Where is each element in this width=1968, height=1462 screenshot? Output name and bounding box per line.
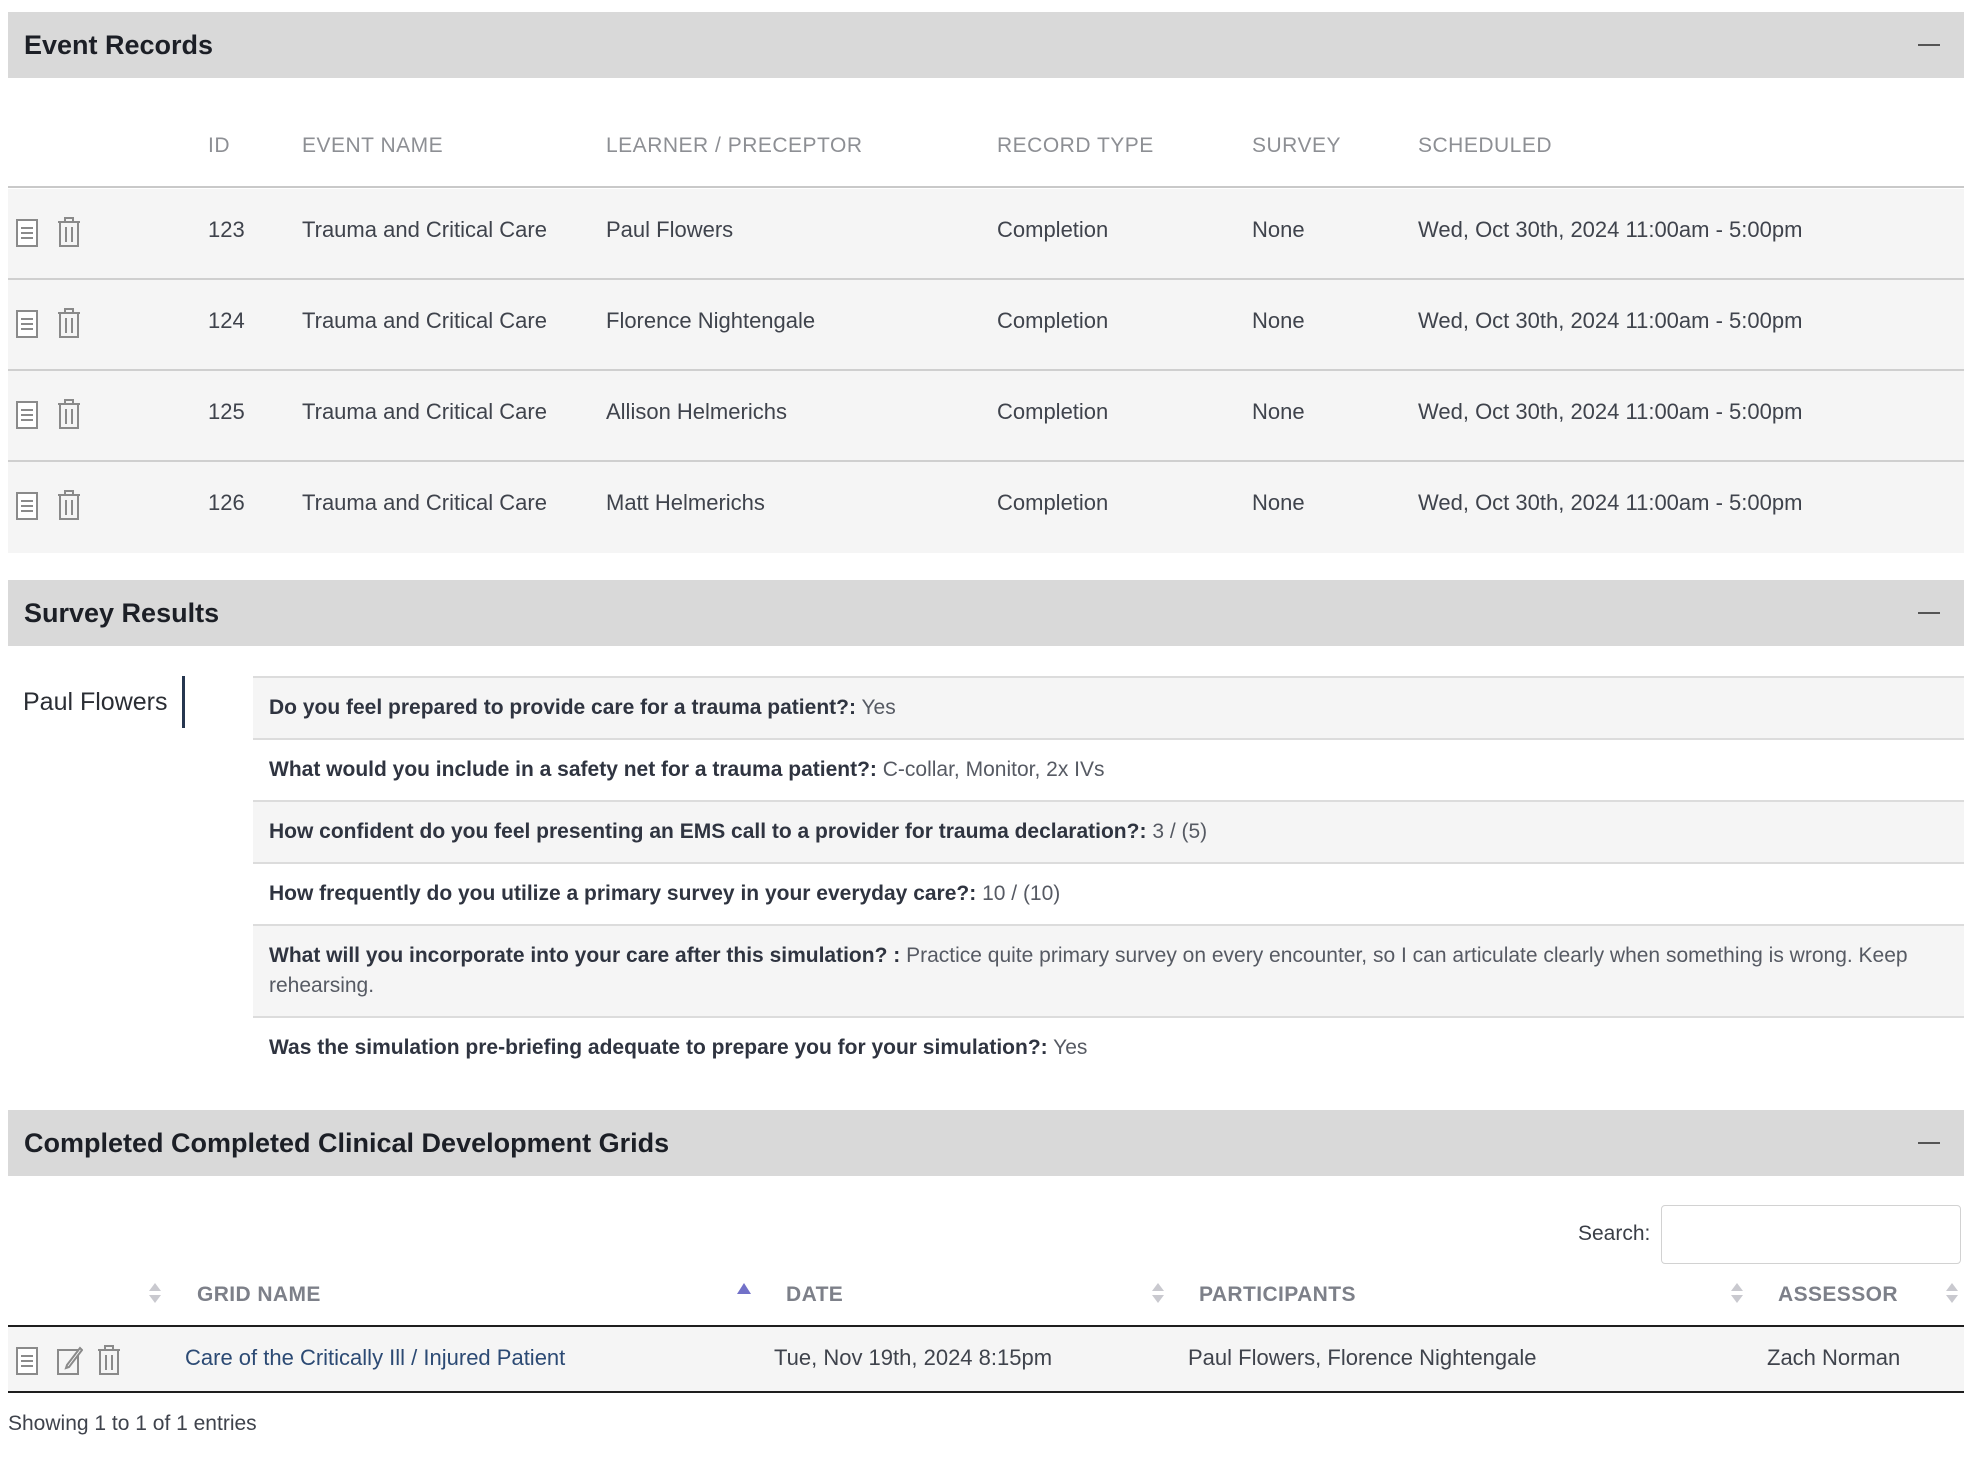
table-row [8, 280, 1964, 371]
survey-answer: Yes [1053, 1036, 1088, 1059]
edit-icon[interactable] [57, 1345, 83, 1375]
survey-answer: Yes [861, 696, 896, 719]
cell-record-type: Completion [997, 217, 1109, 242]
survey-question: Was the simulation pre-briefing adequate to prepare you for your simulation?: [269, 1036, 1048, 1059]
column-header-date[interactable]: DATE [786, 1283, 844, 1306]
cell-learner: Allison Helmerichs [606, 399, 787, 424]
sort-ascending-icon[interactable] [737, 1283, 751, 1294]
event-records-table-header [8, 130, 1964, 188]
column-header-id[interactable]: ID [208, 134, 230, 157]
table-row [8, 371, 1964, 462]
participant-tab[interactable]: Paul Flowers [23, 676, 185, 728]
trash-icon[interactable] [57, 217, 81, 247]
document-icon[interactable] [16, 1347, 38, 1375]
trash-icon[interactable] [57, 399, 81, 429]
table-row [8, 189, 1964, 280]
cell-date: Tue, Nov 19th, 2024 8:15pm [774, 1345, 1053, 1370]
survey-question: How frequently do you utilize a primary survey in your everyday care?: [269, 882, 977, 905]
cell-scheduled: Wed, Oct 30th, 2024 11:00am - 5:00pm [1418, 308, 1803, 333]
cell-id: 123 [208, 217, 245, 242]
trash-icon[interactable] [57, 490, 81, 520]
trash-icon[interactable] [57, 308, 81, 338]
survey-question: What would you include in a safety net for a trauma patient?: [269, 758, 877, 781]
survey-item [253, 1016, 1964, 1078]
cell-assessor: Zach Norman [1767, 1345, 1901, 1370]
cell-id: 125 [208, 399, 245, 424]
table-row [8, 1327, 1964, 1393]
cell-participants: Paul Flowers, Florence Nightengale [1188, 1345, 1537, 1370]
document-icon[interactable] [16, 492, 38, 520]
column-header-assessor[interactable]: ASSESSOR [1778, 1283, 1898, 1306]
cell-learner: Paul Flowers [606, 217, 734, 242]
document-icon[interactable] [16, 219, 38, 247]
column-header-event-name[interactable]: EVENT NAME [302, 134, 444, 157]
search-label: Search: [1578, 1222, 1651, 1245]
cell-event-name: Trauma and Critical Care [302, 217, 547, 242]
survey-question: What will you incorporate into your care after this simulation? : [269, 944, 901, 967]
collapse-button[interactable] [1918, 612, 1940, 614]
survey-answer: 10 / (10) [982, 882, 1061, 905]
cell-record-type: Completion [997, 490, 1109, 515]
cell-scheduled: Wed, Oct 30th, 2024 11:00am - 5:00pm [1418, 217, 1803, 242]
cell-survey: None [1252, 217, 1305, 242]
survey-item [253, 800, 1964, 862]
grids-header [8, 1110, 1964, 1176]
cell-event-name: Trauma and Critical Care [302, 399, 547, 424]
sort-icon[interactable] [149, 1281, 161, 1307]
column-header-record-type[interactable]: RECORD TYPE [997, 134, 1154, 157]
collapse-button[interactable] [1918, 1142, 1940, 1144]
cell-survey: None [1252, 399, 1305, 424]
search-input[interactable] [1661, 1205, 1961, 1264]
survey-question: How confident do you feel presenting an EMS call to a provider for trauma declaration?: [269, 820, 1147, 843]
survey-item [253, 862, 1964, 924]
survey-item [253, 924, 1964, 1016]
column-header-learner[interactable]: LEARNER / PRECEPTOR [606, 134, 863, 157]
cell-scheduled: Wed, Oct 30th, 2024 11:00am - 5:00pm [1418, 490, 1803, 515]
section-title: Survey Results [24, 597, 220, 628]
sort-icon[interactable] [1946, 1281, 1958, 1307]
document-icon[interactable] [16, 310, 38, 338]
cell-record-type: Completion [997, 308, 1109, 333]
column-header-participants[interactable]: PARTICIPANTS [1199, 1283, 1356, 1306]
cell-learner: Florence Nightengale [606, 308, 816, 333]
cell-survey: None [1252, 308, 1305, 333]
trash-icon[interactable] [97, 1345, 121, 1375]
grid-name-link[interactable]: Care of the Critically Ill / Injured Patient [185, 1345, 566, 1370]
document-icon[interactable] [16, 401, 38, 429]
survey-item [253, 676, 1964, 738]
sort-icon[interactable] [1731, 1281, 1743, 1307]
column-header-grid-name[interactable]: GRID NAME [197, 1283, 321, 1306]
cell-id: 126 [208, 490, 245, 515]
cell-record-type: Completion [997, 399, 1109, 424]
cell-scheduled: Wed, Oct 30th, 2024 11:00am - 5:00pm [1418, 399, 1803, 424]
survey-answer: Practice quite primary survey on every encounter, so I can articulate clearly when something is wrong. Keep rehearsing. [269, 944, 1908, 997]
table-row [8, 462, 1964, 553]
column-header-scheduled[interactable]: SCHEDULED [1418, 134, 1553, 157]
cell-id: 124 [208, 308, 245, 333]
cell-survey: None [1252, 490, 1305, 515]
collapse-button[interactable] [1918, 44, 1940, 46]
table-info: Showing 1 to 1 of 1 entries [8, 1412, 257, 1435]
survey-item [253, 738, 1964, 800]
survey-answer: C-collar, Monitor, 2x IVs [882, 758, 1105, 781]
section-title: Completed Completed Clinical Development Grids [24, 1127, 670, 1158]
survey-answer: 3 / (5) [1152, 820, 1208, 843]
cell-event-name: Trauma and Critical Care [302, 308, 547, 333]
event-records-header [8, 12, 1964, 78]
grids-table-header [8, 1265, 1964, 1327]
cell-event-name: Trauma and Critical Care [302, 490, 547, 515]
survey-question: Do you feel prepared to provide care for a trauma patient?: [269, 696, 856, 719]
survey-results-header [8, 580, 1964, 646]
section-title: Event Records [24, 29, 214, 60]
column-header-survey[interactable]: SURVEY [1252, 134, 1341, 157]
cell-learner: Matt Helmerichs [606, 490, 765, 515]
sort-icon[interactable] [1152, 1281, 1164, 1307]
